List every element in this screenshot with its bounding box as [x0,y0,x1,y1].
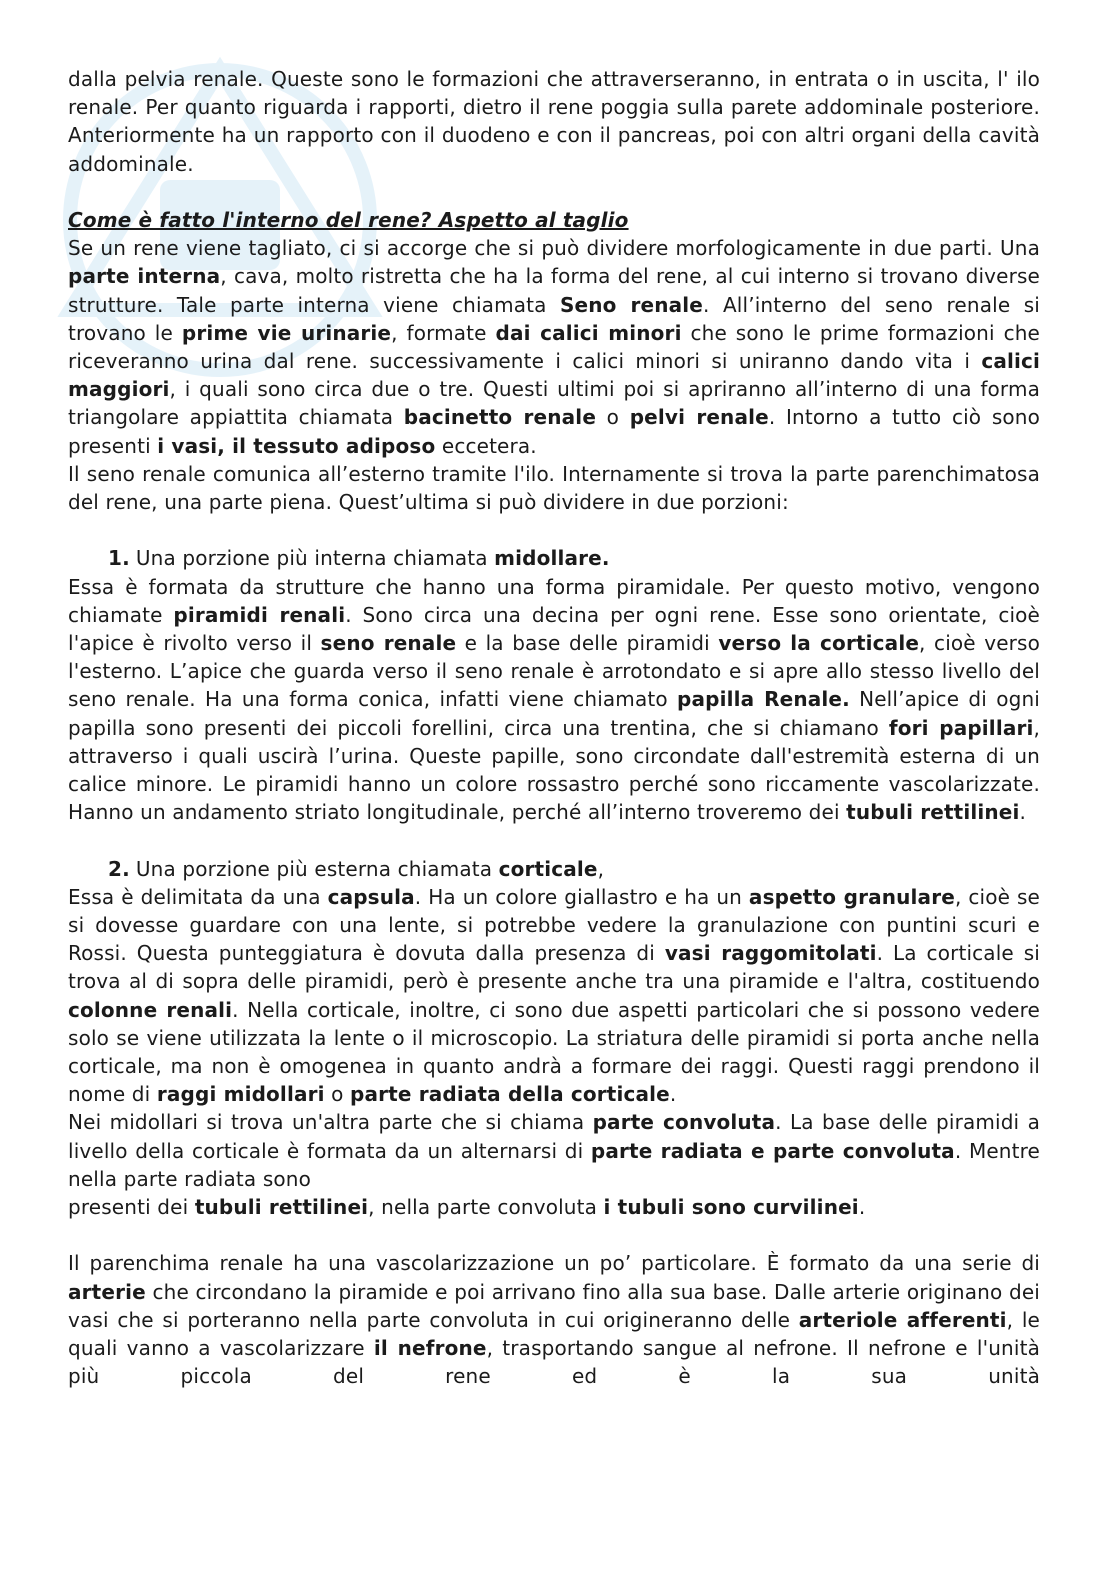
paragraph [68,883,1040,1109]
text-run: che circondano la piramide e poi arrivano fino alla sua base. Dalle arterie originano dei vasi che si porteranno nella parte convoluta in cui origineranno delle [68,1279,1040,1332]
bold-term: midollare. [494,546,610,571]
text-run: . La corticale si trova al di sopra delle piramidi, però è presente anche tra una piramide e l'altra, costituendo [68,941,1040,994]
bold-term: arteriole afferenti [798,1307,1007,1332]
text-run: Se un rene viene tagliato, ci si accorge che si può dividere morfologicamente in due parti. Una [68,236,1040,261]
text-run: . Intorno a tutto ciò sono presenti [68,405,1040,458]
text-run: . [858,1195,866,1220]
paragraph [68,573,1040,827]
bold-term: papilla Renale. [676,687,850,712]
bold-term: tubuli rettilinei [194,1195,369,1220]
bold-term: aspetto granulare [748,884,955,909]
bold-term: parte interna [68,264,221,289]
text-run: , nella parte convoluta [368,1195,604,1220]
spacer [68,516,1040,544]
text-run: che sono le prime formazioni che riceveranno urina dal rene. successivamente i calici minori si uniranno dando vita i [68,320,1041,374]
text-run: o [324,1082,351,1107]
text-run: . Nella corticale, inoltre, ci sono due aspetti particolari che si possono vedere solo se viene utilizzata la lente o il microscopio. La striatura delle piramidi si porta anche nella corticale, ma non è omogenea in quanto andrà a formare dei raggi. Questi raggi prendono il nome di [68,997,1041,1107]
text-run: , i quali sono circa due o tre. Questi ultimi poi si apriranno all’interno di una forma triangolare appiattita chiamata [68,377,1040,430]
bold-term: dai calici minori [495,320,682,345]
paragraph [68,460,1040,516]
text-run: presenti dei [68,1195,195,1220]
list-item-midollare [68,544,1040,572]
text-run: , cioè se si dovesse guardare con una lente, si potrebbe vedere la granulazione con puntini scuri e Rossi. Questa punteggiatura è dovuta dalla presenza di [68,884,1041,966]
text-run: o [596,405,630,430]
text-run: Il seno renale comunica all’esterno tramite l'ilo. Internamente si trova la parte parenchimatosa del rene, una parte piena. Quest’ultima si può dividere in due porzioni: [68,461,1040,515]
bold-term: fori papillari [888,715,1034,740]
bold-term: arterie [68,1279,146,1304]
spacer [68,826,1040,854]
bold-term: raggi midollari [156,1082,325,1107]
spacer [68,1221,1040,1249]
text-run: Nei midollari si trova un'altra parte che si chiama [68,1110,593,1135]
text-run: . Mentre nella parte radiata sono [68,1138,1041,1191]
paragraph [68,234,1040,460]
bold-term: colonne renali [68,997,233,1022]
text-run: Nell’apice di ogni papilla sono presenti dei piccoli forellini, circa una trentina, che si chiamano [68,687,1040,740]
list-number: 2. [108,856,130,881]
bold-term: bacinetto renale [403,405,597,430]
bold-term: pelvi renale [629,405,769,430]
text-run: Essa è delimitata da una [68,884,328,909]
text-run: Il parenchima renale ha una vascolarizzazione un po’ particolare. È formato da una serie di [68,1251,1040,1276]
bold-term: vasi raggomitolati [664,941,877,966]
list-item-text [136,546,610,570]
text-run: Una porzione più esterna chiamata [135,856,499,881]
text-run: . All’interno del seno renale si trovano le [68,292,1040,345]
bold-term: verso la corticale [718,631,920,656]
bold-term: calici maggiori [68,349,1040,402]
bold-term: parte radiata e parte convoluta [590,1138,955,1163]
text-run: , attraverso i quali uscirà l’urina. Queste papille, sono circondate dall'estremità esterna di un calice minore. Le piramidi hanno un colore rossastro perché sono riccamente vascolarizzate. Hanno un andamento striato longitudinale, perché all’interno troveremo dei [68,715,1041,825]
bold-term: corticale [498,856,598,881]
text-run: , formate [391,320,496,345]
bold-term: il nefrone [373,1336,487,1361]
paragraph [68,1108,1040,1193]
bold-term: i tubuli sono curvilinei [603,1195,859,1220]
document-page [68,65,1040,1390]
bold-term: parte radiata della corticale [350,1082,670,1107]
text-run: e la base delle piramidi [456,631,719,656]
text-run: . [669,1082,677,1107]
text-run: , cava, molto ristretta che ha la forma del rene, al cui interno si trovano diverse strutture. Tale parte interna viene chiamata [68,264,1040,317]
list-item-text [136,857,604,881]
paragraph [68,1249,1040,1390]
text-run: eccetera. [435,433,537,458]
list-item-corticale [68,855,1040,883]
bold-term: seno renale [320,631,457,656]
text-run: . Sono circa una decina per ogni rene. Esse sono orientate, cioè l'apice è rivolto verso il [68,602,1041,656]
text-run: dalla pelvia renale. Queste sono le formazioni che attraverseranno, in entrata o in uscita, l' ilo renale. Per quanto riguarda i rapporti, dietro il rene poggia sulla parete addominale posteriore. Anteriormente ha un rapporto con il duodeno e con il pancreas, poi con altri organi della cavità addominale. [68,67,1040,176]
bold-term: piramidi renali [173,602,346,627]
text-run: , [597,856,605,881]
bold-term: tubuli rettilinei [846,800,1020,825]
section-heading: Come è fatto l'interno del rene? Aspetto al taglio [68,208,629,232]
text-run: , le quali vanno a vascolarizzare [68,1307,1040,1361]
text-run: . La base delle piramidi a livello della corticale è formata da un alternarsi di [68,1110,1040,1163]
spacer [68,178,1040,206]
text-run: . [1019,800,1027,825]
bold-term: Seno renale [559,292,704,317]
text-run: , cioè verso l'esterno. L’apice che guarda verso il seno renale è arrotondato e si apre allo stesso livello del seno renale. Ha una forma conica, infatti viene chiamato [68,631,1040,712]
bold-term: i vasi, il tessuto adiposo [157,433,436,458]
text-run: Essa è formata da strutture che hanno una forma piramidale. Per questo motivo, vengono chiamate [68,574,1040,627]
bold-term: capsula [327,884,415,909]
paragraph [68,65,1040,178]
text-run: , trasportando sangue al nefrone. Il nefrone e l'unità più piccola del rene ed è la sua unità [68,1336,1040,1389]
paragraph [68,1193,1040,1221]
bold-term: parte convoluta [592,1110,776,1135]
list-number: 1. [108,546,130,571]
text-run: . Ha un colore giallastro e ha un [414,884,749,909]
bold-term: prime vie urinarie [181,320,392,345]
text-run: Una porzione più interna chiamata [135,546,495,571]
